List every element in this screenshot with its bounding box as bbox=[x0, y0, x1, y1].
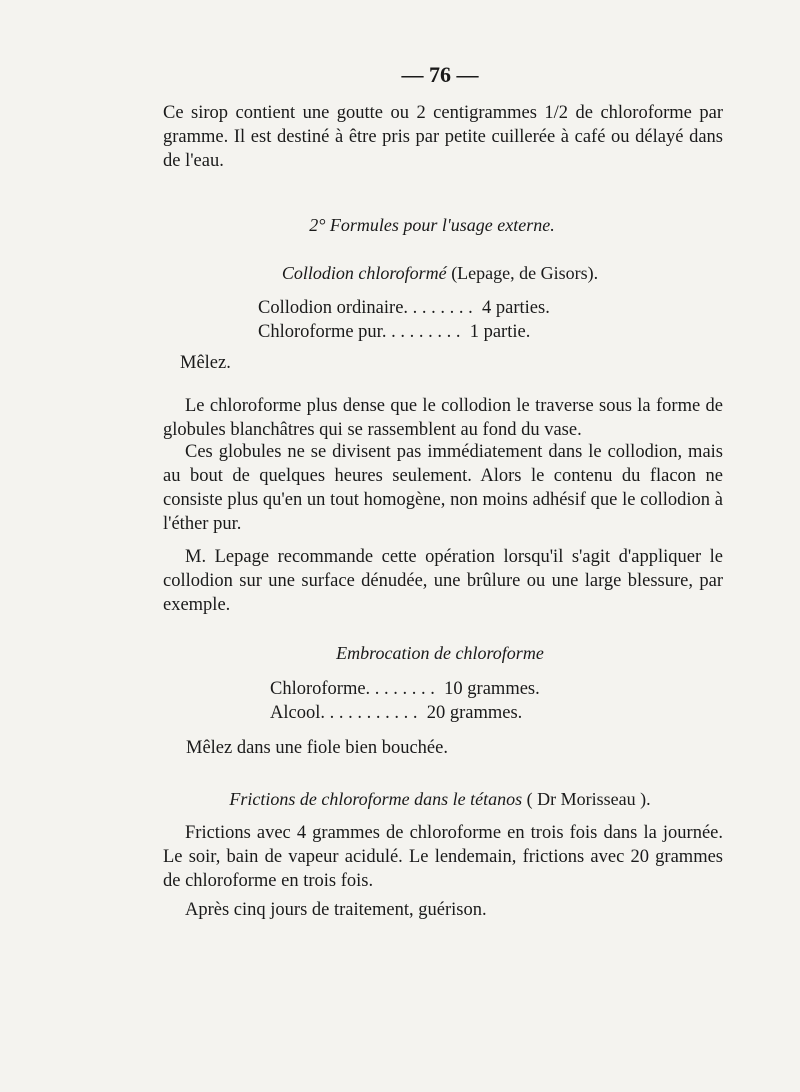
recipe-line-alcool-20: Alcool. . . . . . . . . . . 20 grammes. bbox=[270, 703, 523, 723]
recipe-title-embrocation: Embrocation de chloroforme bbox=[336, 643, 544, 663]
recipe-line-chloroforme: Chloroforme pur. . . . . . . . . 1 partie. bbox=[258, 322, 531, 342]
frictions-title-author: ( Dr Morisseau ). bbox=[522, 789, 651, 809]
recipe-line-chloroforme-10: Chloroforme. . . . . . . . 10 grammes. bbox=[270, 679, 540, 699]
paragraph-frictions: Frictions avec 4 grammes de chloroforme en trois fois dans la journée. Le soir, bain de vapeur acidulé. Le lendemain, frictions avec 20 grammes de chloroforme en trois fois. bbox=[163, 823, 723, 891]
instruction-fiole: Mêlez dans une fiole bien bouchée. bbox=[186, 738, 448, 758]
paragraph-globules: Le chloroforme plus dense que le collodion le traverse sous la forme de globules blanchâtres qui se rassemblent au fond du vase. bbox=[163, 396, 723, 440]
page-number: — 76 — bbox=[401, 62, 479, 87]
recipe-title-source: (Lepage, de Gisors). bbox=[446, 263, 599, 283]
recipe-title-collodion bbox=[0, 263, 800, 284]
paragraph-guerison: Après cinq jours de traitement, guérison. bbox=[185, 900, 487, 920]
section-title-external-use: 2° Formules pour l'usage externe. bbox=[309, 215, 555, 235]
paragraph-lepage: M. Lepage recommande cette opération lorsqu'il s'agit d'appliquer le collodion sur une surface dénudée, une brûlure ou une large blessure, par exemple. bbox=[163, 547, 723, 615]
instruction-melez: Mêlez. bbox=[180, 353, 231, 373]
paragraph-sirop: Ce sirop contient une goutte ou 2 centigrammes 1/2 de chloroforme par gramme. Il est destiné à être pris par petite cuillerée à café ou délayé dans de l'eau. bbox=[163, 103, 723, 171]
recipe-title-frictions bbox=[0, 789, 800, 810]
paragraph-homogene: Ces globules ne se divisent pas immédiatement dans le collodion, mais au bout de quelques heures seulement. Alors le contenu du flacon ne consiste plus qu'en un tout homogène, non moins adhésif que le collodion à l'éther pur. bbox=[163, 442, 723, 534]
frictions-title-italic: Frictions de chloroforme dans le tétanos bbox=[229, 789, 523, 809]
recipe-line-collodion: Collodion ordinaire. . . . . . . . 4 parties. bbox=[258, 298, 550, 318]
recipe-title-italic: Collodion chloroformé bbox=[281, 263, 447, 283]
